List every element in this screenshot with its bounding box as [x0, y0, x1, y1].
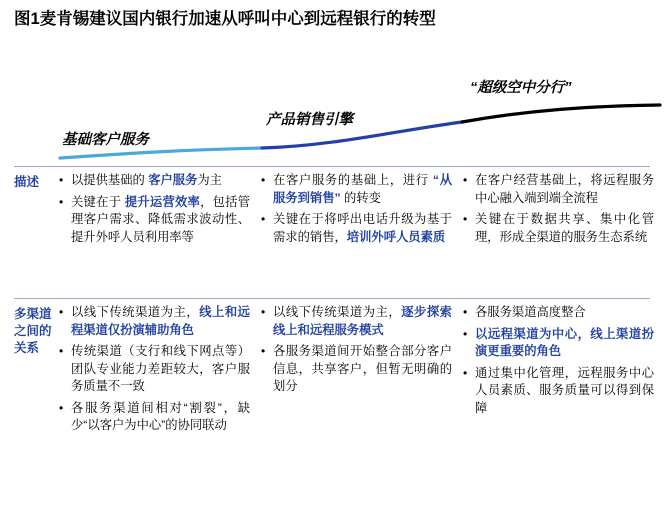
text-run: 各服务渠道高度整合 [475, 305, 586, 319]
list-item [462, 365, 654, 418]
text-run: 各服务渠道间相对“割裂”，缺少“以客户为中心”的协同联动 [71, 400, 250, 432]
list-item [260, 211, 452, 246]
text-run: 通过集中化管理，远程服务中心人员素质、服务质量可以得到保障 [475, 365, 654, 415]
text-run: 传统渠道（支行和线下网点等）团队专业能力差距较大，客户服务质量不一致 [71, 344, 250, 393]
row-label-description: 描述 [14, 175, 40, 189]
text-run: 在客户经营基础上，将远程服务中心融入端到端全流程 [475, 173, 654, 205]
text-run: 关键在于将呼出电话升级为基于需求的销售， [273, 212, 452, 244]
rel-column-1 [58, 304, 260, 439]
text-run: 关键在于数据共享、集中化管理，形成全渠道的服务生态系统 [475, 212, 654, 244]
list-item [58, 400, 250, 435]
text-run-emphasis: 逐步探索线上和远程服务模式 [273, 305, 452, 337]
text-run: 为主 [197, 173, 223, 187]
desc-list-2 [260, 172, 452, 246]
text-run-emphasis: 线上和远程渠道仅扮演辅助角色 [71, 305, 250, 337]
list-item [462, 211, 654, 246]
rel-column-3 [462, 304, 664, 439]
stage-label-1: 基础客户服务 [62, 132, 149, 148]
rel-list-1 [58, 304, 250, 435]
list-item [58, 172, 250, 190]
rel-list-2 [260, 304, 452, 396]
list-item [260, 343, 452, 396]
row-description-columns [58, 172, 664, 250]
text-run: 以提供基础的 [71, 173, 149, 187]
list-item [58, 304, 250, 339]
rel-list-3 [462, 304, 654, 417]
maturity-curve [0, 70, 664, 170]
row-description [0, 172, 664, 250]
text-run: 以线下传统渠道为主， [273, 305, 402, 319]
list-item [260, 304, 452, 339]
desc-list-1 [58, 172, 250, 246]
desc-column-3 [462, 172, 664, 250]
text-run: 以线下传统渠道为主， [71, 305, 200, 319]
text-run: 在客户服务的基础上，进行 [273, 173, 433, 187]
stage-label-3: “超级空中分行” [470, 80, 572, 96]
list-item [462, 326, 654, 361]
stage-label-2: 产品销售引擎 [266, 112, 353, 128]
text-run: 的转变 [340, 190, 381, 205]
list-item [260, 172, 452, 207]
text-run: 各服务渠道间开始整合部分客户信息，共享客户，但暂无明确的划分 [273, 344, 452, 393]
desc-column-1 [58, 172, 260, 250]
divider-middle [14, 298, 650, 299]
rel-column-2 [260, 304, 462, 439]
row-label-relationship: 多渠道之间的关系 [14, 307, 52, 355]
text-run-emphasis: 提升运营效率 [124, 194, 201, 209]
list-item [462, 304, 654, 322]
text-run-emphasis: 以远程渠道为中心，线上渠道扮演更重要的角色 [475, 326, 654, 358]
desc-column-2 [260, 172, 462, 250]
text-run: ，包括管理客户需求、降低需求波动性、提升外呼人员利用率等 [71, 194, 250, 244]
page-title [14, 6, 644, 32]
desc-list-3 [462, 172, 654, 246]
list-item [462, 172, 654, 207]
row-relationship-columns [58, 304, 664, 439]
text-run-emphasis: 培训外呼人员素质 [346, 229, 446, 244]
list-item [58, 343, 250, 396]
text-run-emphasis: 客户服务 [148, 173, 198, 187]
text-run-emphasis: “从服务到销售” [273, 173, 452, 205]
text-run: 关键在于 [71, 194, 125, 209]
row-channel-relationship [0, 304, 664, 439]
title-text: 麦肯锡建议国内银行加速从呼叫中心到远程银行的转型 [39, 10, 436, 28]
figure-number: 图1 [14, 10, 40, 28]
divider-top [14, 166, 650, 167]
list-item [58, 194, 250, 247]
